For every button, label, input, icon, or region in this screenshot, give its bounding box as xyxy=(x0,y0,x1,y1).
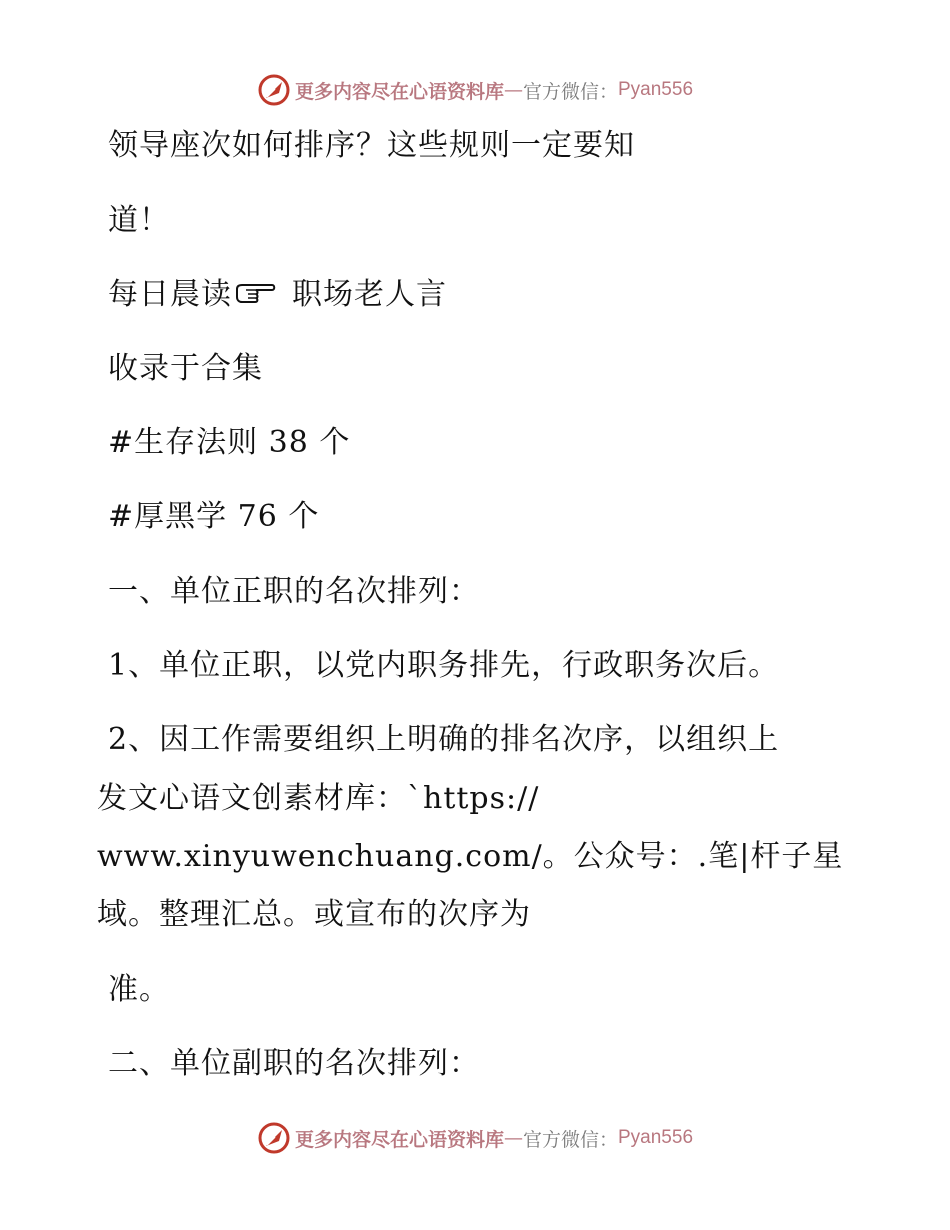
watermark-wechat-id: Pyan556 xyxy=(618,79,694,100)
paragraph-2-line-5: 准。 xyxy=(108,972,170,1007)
quill-seal-logo xyxy=(257,73,291,107)
column-name-line xyxy=(108,277,447,313)
tag-survival-rules[interactable]: #生存法则 38 个 xyxy=(108,425,351,460)
watermark-text: 更多内容尽在心语资料库 xyxy=(294,1128,504,1151)
paragraph-1: 1、单位正职，以党内职务排先，行政职务次后。 xyxy=(108,648,780,683)
footer-watermark xyxy=(0,1118,950,1158)
section-heading-2: 二、单位副职的名次排列： xyxy=(108,1046,480,1081)
watermark-label: 官方微信： xyxy=(522,1128,618,1151)
paragraph-2-line-4: 域。整理汇总。或宣布的次序为 xyxy=(97,897,531,932)
doc-title-line-1: 领导座次如何排序？这些规则一定要知 xyxy=(108,128,635,163)
tag-thick-black-study[interactable]: #厚黑学 76 个 xyxy=(108,499,320,534)
column-name-suffix: 职场老人言 xyxy=(292,277,447,312)
watermark-dash: — xyxy=(503,79,523,101)
header-watermark xyxy=(0,70,950,110)
doc-title-line-2: 道！ xyxy=(108,203,170,238)
paragraph-2-line-2: 发文心语文创素材库：`https:// xyxy=(97,781,540,816)
column-name-prefix: 每日晨读 xyxy=(108,277,232,312)
watermark-label: 官方微信： xyxy=(522,80,618,103)
section-heading-1: 一、单位正职的名次排列： xyxy=(108,574,480,609)
pointing-hand-icon xyxy=(234,281,278,307)
watermark-dash: — xyxy=(503,1127,523,1149)
watermark-wechat-id: Pyan556 xyxy=(618,1127,694,1148)
quill-seal-logo xyxy=(257,1121,291,1155)
paragraph-2-line-3: www.xinyuwenchuang.com/。公众号：.笔|杆子星 xyxy=(97,839,844,874)
watermark-text: 更多内容尽在心语资料库 xyxy=(294,80,504,103)
paragraph-2-line-1: 2、因工作需要组织上明确的排名次序，以组织上 xyxy=(108,722,780,757)
collection-label: 收录于合集 xyxy=(108,351,263,386)
